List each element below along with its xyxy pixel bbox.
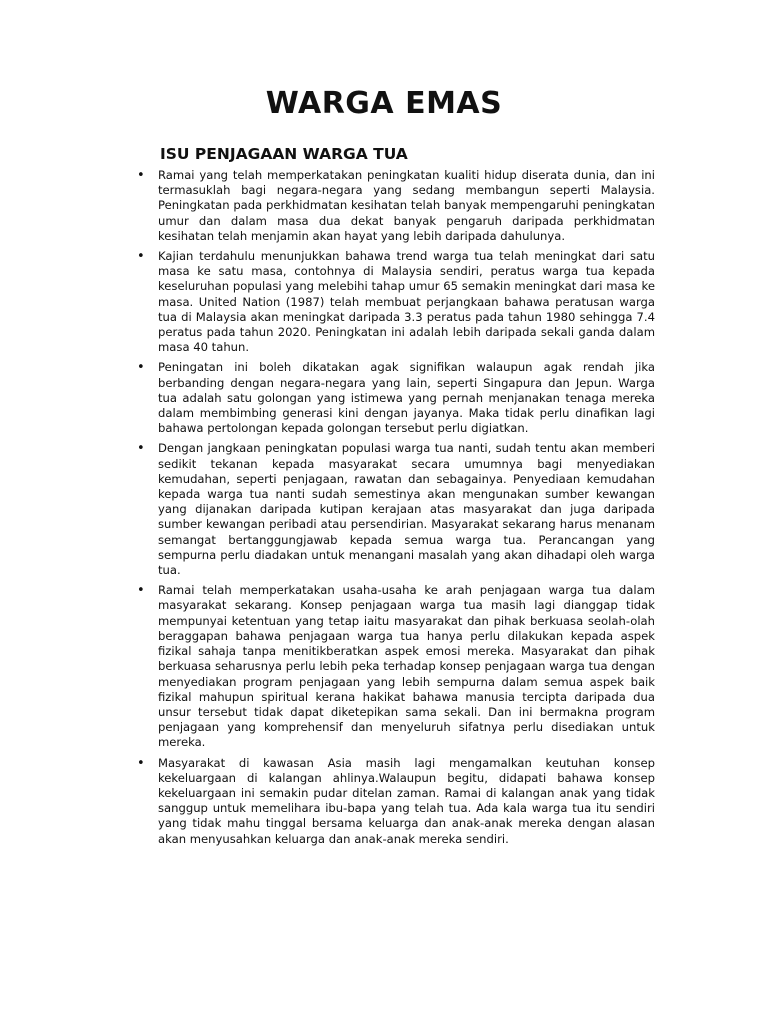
list-item (0, 168, 768, 244)
bullet-icon: • (137, 360, 145, 376)
bullet-icon: • (137, 755, 145, 771)
document-title: WARGA EMAS (265, 86, 503, 121)
bullet-icon: • (137, 583, 145, 599)
paragraph: Peningatan ini boleh dikatakan agak signifikan walaupun agak rendah jika berbanding dengan negara-negara yang lain, seperti Singapura dan Jepun. Warga tua adalah satu golongan yang istimewa yang pernah menjanakan tenaga mereka dalam membimbing generasi kini dengan jayanya. Maka tidak perlu dinafikan lagi bahawa pertolongan kepada golongan tersebut perlu digiatkan. (158, 360, 655, 436)
bullet-icon: • (137, 249, 145, 265)
paragraph: Ramai yang telah memperkatakan peningkatan kualiti hidup diserata dunia, dan ini termasuklah bagi negara-negara yang sedang membangun seperti Malaysia. Peningkatan pada perkhidmatan kesihatan telah banyak mempengaruhi peningkatan umur dan dalam masa dua dekat banyak pengaruh daripada perkhidmatan kesihatan telah menjamin akan hayat yang lebih daripada dahulunya. (158, 168, 655, 243)
paragraph: Masyarakat di kawasan Asia masih lagi mengamalkan keutuhan konsep kekeluargaan di kalangan ahlinya.Walaupun begitu, didapati bahawa konsep kekeluargaan ini semakin pudar ditelan zaman. Ramai di kalangan anak yang tidak sanggup untuk memelihara ibu-bapa yang telah tua. Ada kala warga tua itu sendiri yang tidak mahu tinggal bersama keluarga dan anak-anak mereka dengan alasan akan menyusahkan keluarga dan anak-anak mereka sendiri. (158, 755, 655, 846)
bullet-list (0, 168, 768, 852)
paragraph: Kajian terdahulu menunjukkan bahawa trend warga tua telah meningkat dari satu masa ke satu masa, contohnya di Malaysia sendiri, peratus warga tua kepada keseluruhan populasi yang melebihi tahap umur 65 semakin meningkat dari masa ke masa. United Nation (1987) telah membuat perjangkaan bahawa peratusan warga tua di Malaysia akan meningkat daripada 3.3 peratus pada tahun 1980 sehingga 7.4 peratus pada tahun 2020. Peningkatan ini adalah lebih daripada sekali ganda dalam masa 40 tahun. (158, 249, 655, 355)
list-item (0, 583, 768, 750)
bullet-icon: • (137, 441, 145, 457)
list-item (0, 249, 768, 355)
list-item (0, 441, 768, 578)
paragraph: Dengan jangkaan peningkatan populasi warga tua nanti, sudah tentu akan memberi sedikit tekanan kepada masyarakat secara umumnya bagi menyediakan kemudahan, seperti penjagaan, rawatan dan sebagainya. Penyediaan kemudahan kepada warga tua nanti sudah semestinya akan mengunakan sumber kewangan yang dijanakan daripada kutipan kerajaan atas masyarakat dan juga daripada sumber kewangan peribadi atau persendirian. Masyarakat sekarang harus menanam semangat bertanggungjawab kepada semua warga tua. Perancangan yang sempurna perlu diadakan untuk menangani masalah yang akan dihadapi oleh warga tua. (158, 441, 655, 578)
paragraph: Ramai telah memperkatakan usaha-usaha ke arah penjagaan warga tua dalam masyarakat sekarang. Konsep penjagaan warga tua masih lagi dianggap tidak mempunyai ketentuan yang tetap iaitu masyarakat dan pihak berkuasa seolah-olah beraggapan bahawa penjagaan warga tua hanya perlu dilakukan kepada aspek fizikal sahaja tanpa menitikberatkan aspek emosi mereka. Masyarakat dan pihak berkuasa seharusnya perlu lebih peka terhadap konsep penjagaan warga tua dengan menyediakan program penjagaan yang lebih sempurna dalam semua aspek baik fizikal mahupun spiritual kerana hakikat bahawa manusia tercipta daripada dua unsur tersebut tidak dapat diketepikan sama sekali. Dan ini bermakna program penjagaan yang komprehensif dan menyeluruh sifatnya perlu disediakan untuk mereka. (158, 583, 655, 750)
section-heading: ISU PENJAGAAN WARGA TUA (160, 145, 408, 163)
list-item (0, 756, 768, 847)
list-item (0, 360, 768, 436)
bullet-icon: • (137, 168, 145, 183)
